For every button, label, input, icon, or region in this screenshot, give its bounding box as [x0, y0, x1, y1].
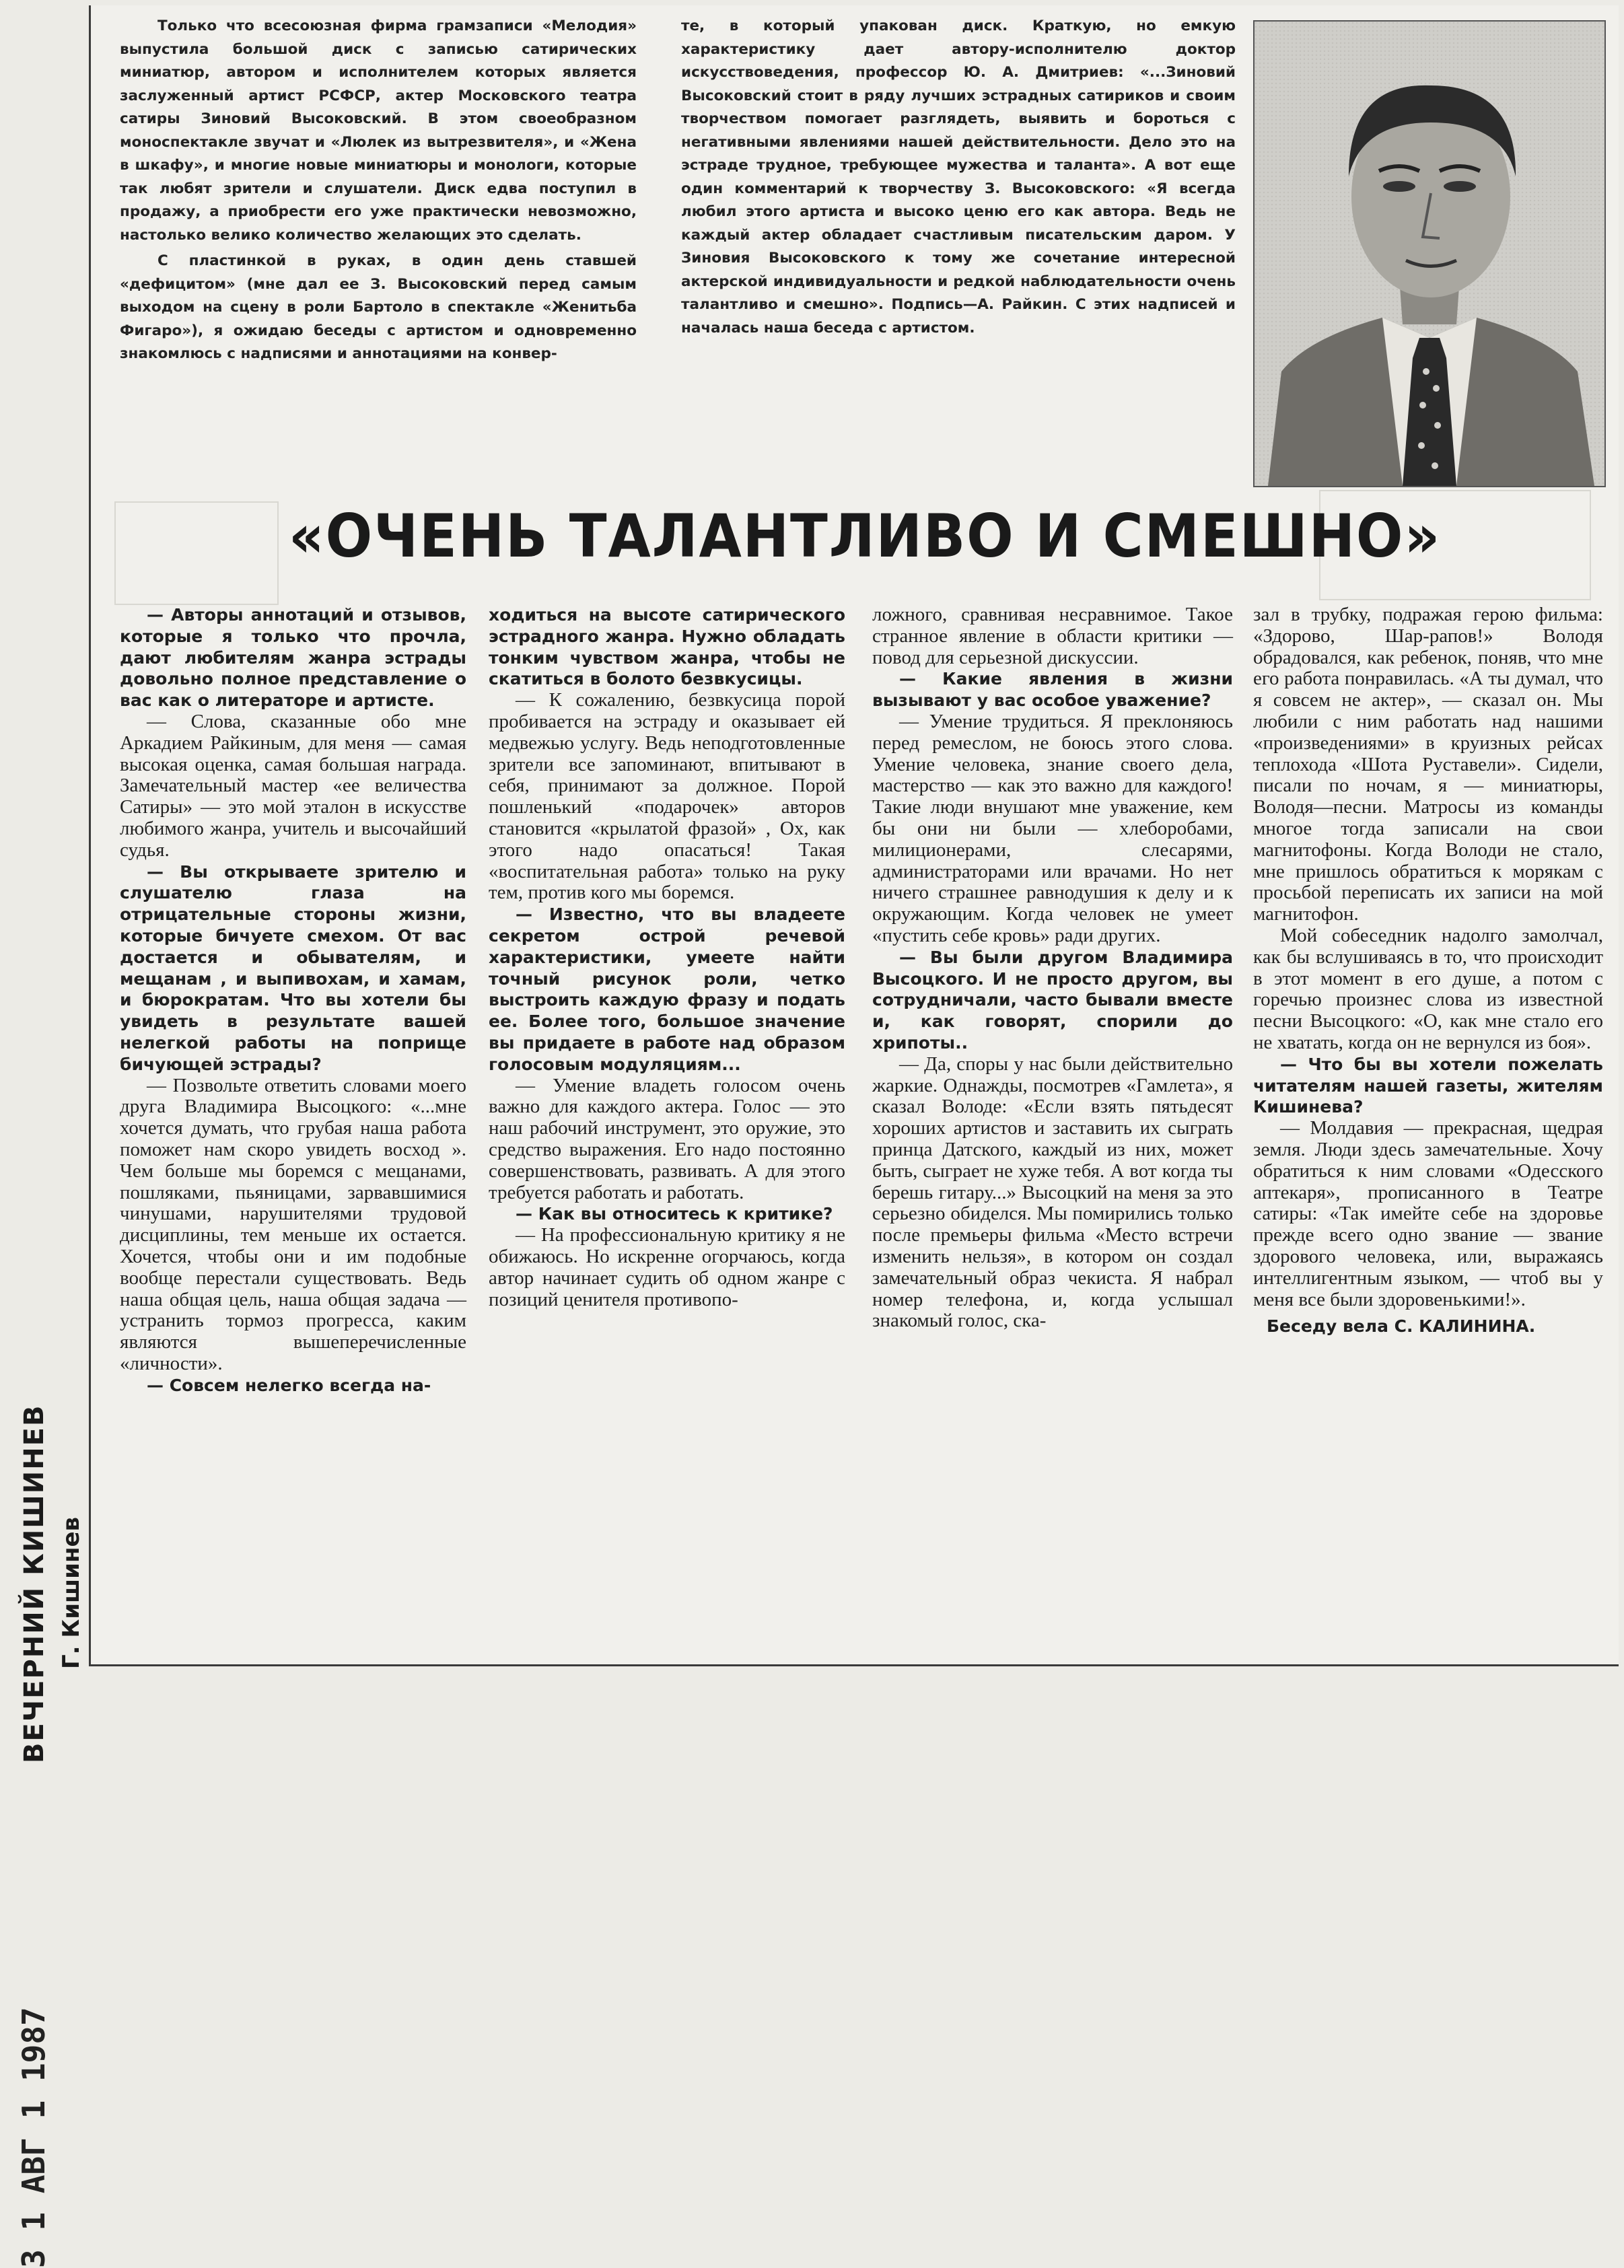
- article-byline: Беседу вела С. КАЛИНИНА.: [1267, 1316, 1536, 1337]
- column-paragraph: — Известно, что вы владеете секретом острой речевой характеристики, умеете найти точный рисунок роли, четко выстроить каждую фразу и подать ее. Более того, большое значение вы придаете в работе над образом голосовым модуляциям...: [489, 905, 845, 1074]
- margin-stamp-area: [5, 606, 85, 2268]
- column-paragraph: — На профессиональную критику я не обижаюсь. Но искренне огорчаюсь, когда автор начинает судить об одном жанре с позиций ценителя противопо-: [489, 1224, 845, 1310]
- column-paragraph: — Какие явления в жизни вызывают у вас особое уважение?: [872, 669, 1233, 711]
- article-column-1: [120, 604, 466, 1396]
- column-paragraph: — Что бы вы хотели пожелать читателям нашей газеты, жителям Кишинева?: [1253, 1054, 1603, 1117]
- column-paragraph: зал в трубку, подражая герою фильма: «Здорово, Шар-рапов!» Володя обрадовался, как ребенок, поняв, что мне его работа понравилась. «А ты думал, что я совсем не актер», — сказал он. Мы любили с ним работать над нашими «произведениями» в круизных рейсах теплохода «Шота Руставели». Сидели, писали по ночам, я — миниатюры, Володя—песни. Матросы из команды многое тогда записали на свои магнитофоны. Когда Володи не стало, мне пришлось обратиться к морякам с просьбой переписать их записи на мой магнитофон.: [1253, 604, 1603, 925]
- article-column-3: [872, 604, 1233, 1332]
- column-paragraph: — Умение владеть голосом очень важно для каждого актера. Голос — это наш рабочий инструмент, это оружие, это средство выражения. Его надо постоянно совершенствовать, развивать. А для этого требуется работать и работать.: [489, 1074, 845, 1203]
- intro-paragraph: Только что всесоюзная фирма грамзаписи «Мелодия» выпустила большой диск с записью сатирических миниатюр, автором и исполнителем которых является заслуженный артист РСФСР, актер Московского театра сатиры Зиновий Высоковский. В этом своеобразном моноспектакле звучат и «Люлек из вытрезвителя», и «Жена в шкафу», и многие новые миниатюры и монологи, которые так любят зрители и слушатели. Диск едва поступил в продажу, а приобрести его уже практически невозможно, настолько велико количество желающих это сделать.: [120, 17, 637, 244]
- column-paragraph: — К сожалению, безвкусица порой пробивается на эстраду и оказывает ей медвежью услугу. Ведь неподготовленные зрители все запоминают, впитывают в себя, принимают за должное. Порой пошленький «подарочек» авторов становится «крылатой фразой» , Ох, как этого надо опасаться! Такая «воспитательная работа» только на руку тем, против кого мы боремся.: [489, 689, 845, 904]
- column-paragraph: — Да, споры у нас были действительно жаркие. Однажды, посмотрев «Гамлета», я сказал Володе: «Если взять пятьдесят хороших артистов и заставить их сыграть принца Датского, каждый из них, может быть, сыграет не хуже тебя. А вот когда ты берешь гитару...» Высоцкий на меня за это серьезно обиделся. Мы помирились только после премьеры фильма «Место встречи изменить нельзя», в котором он создал замечательный образ чекиста. Я набрал номер телефона, и, когда услышал знакомый голос, ска-: [872, 1053, 1233, 1332]
- column-paragraph: — Вы открываете зрителю и слушателю глаза на отрицательные стороны жизни, которые бичуете смехом. От вас достается и обывателям, и мещанам , и выпивохам, и хамам, и бюрократам. Что вы хотели бы увидеть в результате вашей нелегкой работы на поприще бичующей эстрады?: [120, 861, 466, 1074]
- article-column-4: [1253, 604, 1603, 1337]
- newspaper-name: ВЕЧЕРНИЙ КИШИНЕВ: [19, 1404, 50, 1763]
- intro-column-2: [681, 15, 1236, 340]
- column-paragraph: — Слова, сказанные обо мне Аркадием Райкиным, для меня — самая высокая оценка, самая большая награда. Замечательный мастер «ее величества Сатиры» — это мой эталон в искусстве любимого жанра, учитель и высочайший судья.: [120, 710, 466, 861]
- date-stamp: 3 1 АВГ 1 1987: [15, 2007, 52, 2268]
- column-paragraph: ложного, сравнивая несравнимое. Такое странное явление в области критики — повод для серьезной дискуссии.: [872, 604, 1233, 668]
- column-paragraph: — Авторы аннотаций и отзывов, которые я только что прочла, дают любителям жанра эстрады довольно полное представление о вас как о литераторе и артисте.: [120, 605, 466, 711]
- column-paragraph: — Вы были другом Владимира Высоцкого. И не просто другом, вы сотрудничали, часто бывали вместе и, как говорят, спорили до хрипоты..: [872, 947, 1233, 1053]
- article-headline: «ОЧЕНЬ ТАЛАНТЛИВО И СМЕШНО»: [288, 501, 1442, 571]
- portrait-photo: [1253, 20, 1606, 487]
- article-column-2: [489, 604, 845, 1310]
- intro-column-1: [120, 15, 637, 366]
- column-paragraph: ходиться на высоте сатирического эстрадного жанра. Нужно обладать тонким чувством жанра, чтобы не скатиться в болото безвкусицы.: [489, 605, 845, 689]
- column-paragraph: — Молдавия — прекрасная, щедрая земля. Люди здесь замечательные. Хочу обратиться к ним словами «Одесского аптекаря», прописанного в Театре сатиры: «Так имейте себе на здоровье прежде всего одно звание — звание здорового человека, или, выражаясь интеллигентным языком, — чтоб вы у меня все были здоровенькими!».: [1253, 1117, 1603, 1310]
- column-paragraph: — Умение трудиться. Я преклоняюсь перед ремеслом, не боюсь этого слова. Умение человека, знание своего дела, мастерство — как это важно для каждого! Такие люди внушают мне уважение, кем бы они ни были — хлеборобами, милиционерами, слесарями, администраторами или врачами. Но нет ничего страшнее равнодушия к делу и к окружающим. Когда человек не умеет «пустить себе кровь» ради других.: [872, 710, 1233, 946]
- column-paragraph: — Совсем нелегко всегда на-: [147, 1375, 431, 1395]
- intro-paragraph: те, в который упакован диск. Краткую, но емкую характеристику дает автору-исполнителю доктор искусствоведения, профессор Ю. А. Дмитриев: «...Зиновий Высоковский стоит в ряду лучших эстрадных сатириков и своим творчеством помогает разглядеть, выявить и бороться с негативными явлениями нашей действительности. Дело это на эстраде трудное, требующее мужества и таланта». А вот еще один комментарий к творчеству З. Высоковского: «Я всегда любил этого артиста и высоко ценю его как автора. Ведь не каждый актер обладает счастливым писательским даром. У Зиновия Высоковского к тому же сочетание интересной актерской индивидуальности и редкой наблюдательности очень талантливо и смешно». Подпись—А. Райкин. С этих надписей и началась наша беседа с артистом.: [681, 17, 1236, 336]
- column-paragraph: — Позвольте ответить словами моего друга Владимира Высоцкого: «...мне хочется думать, что грубая наша работа поможет нам скоро увидеть восход ». Чем больше мы боремся с мещанами, пошляками, пьяницами, зарвавшимися чинушами, нарушителями трудовой дисциплины, тем меньше их остается. Хочется, чтобы они и им подобные вообще перестали существовать. Ведь наша общая цель, наша общая задача — устранить тормоз прогресса, каким являются вышеперечисленные «личности».: [120, 1074, 466, 1374]
- column-paragraph: Мой собеседник надолго замолчал, как бы вслушиваясь в то, что происходит в этот момент в его душе, а потом с горечью произнес слова из известной песни Высоцкого: «О, как мне стало его не хватать, когда он не вернулся из боя».: [1253, 924, 1603, 1053]
- newspaper-city: Г. Кишинев: [58, 1516, 85, 1669]
- column-paragraph: — Как вы относитесь к критике?: [516, 1204, 833, 1224]
- intro-paragraph: С пластинкой в руках, в один день ставшей «дефицитом» (мне дал ее З. Высоковский перед самым выходом на сцену в роли Бартоло в спектакле «Женитьба Фигаро»), я ожидаю беседы с артистом и одновременно знакомлюсь с надписями и аннотациями на конвер-: [120, 252, 637, 362]
